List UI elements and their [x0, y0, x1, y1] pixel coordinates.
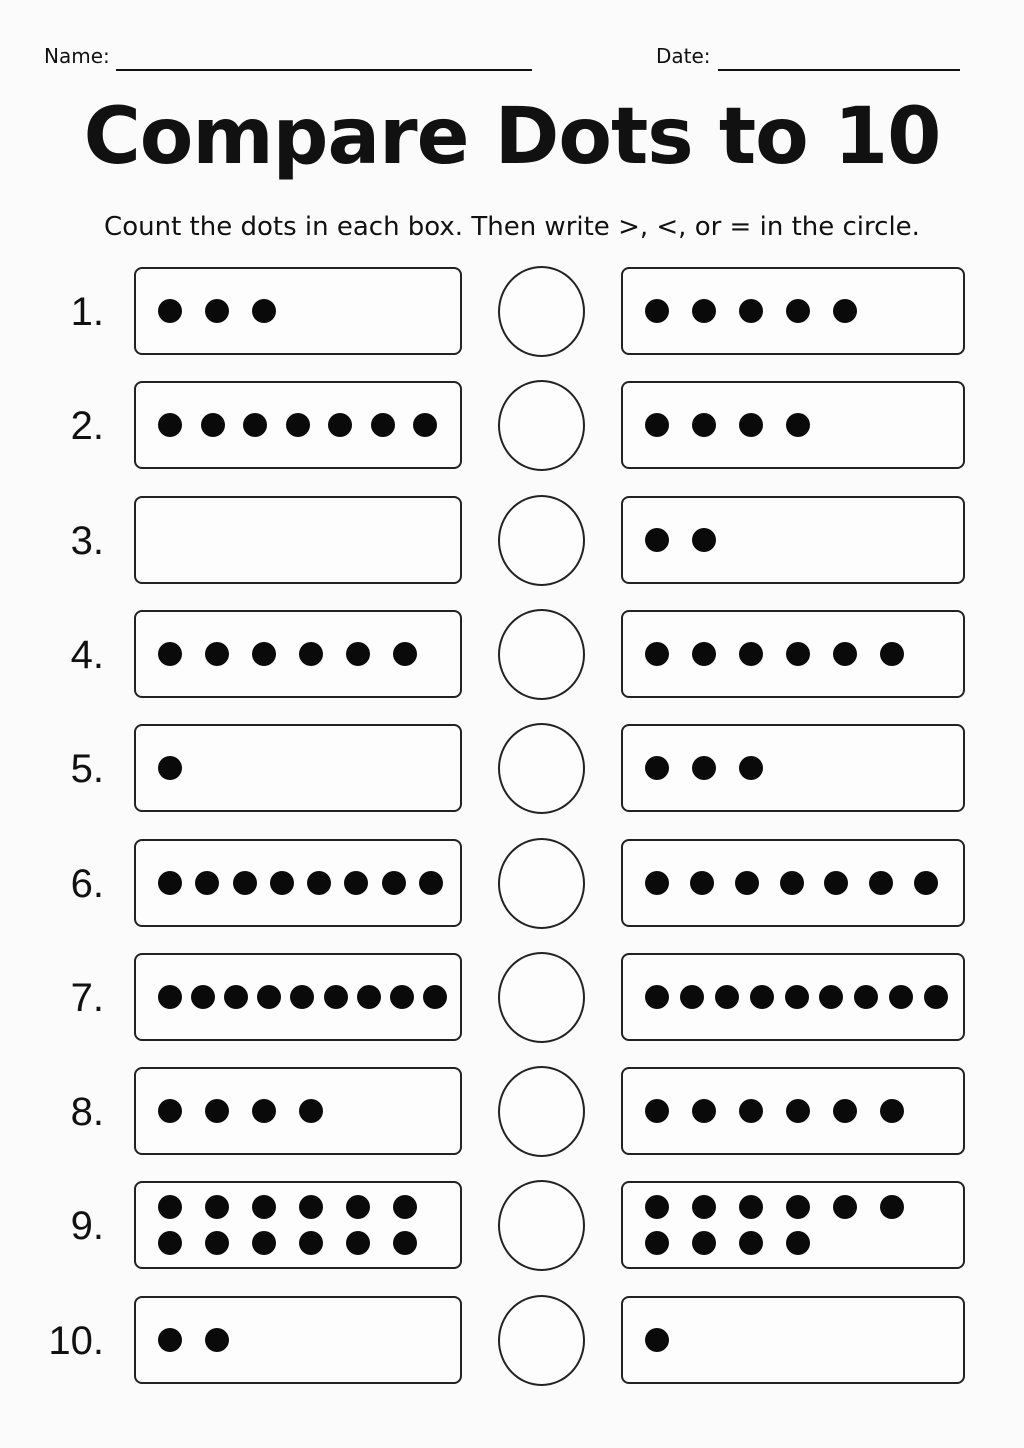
dot — [371, 413, 395, 437]
dot — [423, 985, 447, 1009]
dot — [205, 299, 229, 323]
dot — [645, 756, 669, 780]
problem-number: 4. — [70, 632, 104, 677]
problem-row — [0, 609, 1024, 701]
problem-number: 8. — [70, 1090, 104, 1135]
dot — [692, 1231, 716, 1255]
problem-row — [0, 495, 1024, 587]
problem-number: 5. — [70, 747, 104, 792]
dot — [158, 1195, 182, 1219]
date-field[interactable] — [656, 44, 711, 68]
problem-row — [0, 952, 1024, 1044]
dot — [233, 871, 257, 895]
dot — [299, 642, 323, 666]
dot — [252, 299, 276, 323]
dot — [692, 1099, 716, 1123]
dot — [715, 985, 739, 1009]
dot — [690, 871, 714, 895]
right-dot-box — [621, 610, 965, 698]
dot — [645, 1099, 669, 1123]
left-dot-box — [134, 1067, 462, 1155]
dot — [739, 642, 763, 666]
problem-row — [0, 266, 1024, 358]
problem-row — [0, 1295, 1024, 1387]
instructions: Count the dots in each box. Then write >, <, or = in the circle. — [104, 212, 920, 242]
dot — [786, 1231, 810, 1255]
problem-number: 3. — [70, 518, 104, 563]
dot — [158, 1328, 182, 1352]
dot — [419, 871, 443, 895]
dot — [739, 1231, 763, 1255]
dot — [786, 299, 810, 323]
dot — [413, 413, 437, 437]
dot — [924, 985, 948, 1009]
dot — [307, 871, 331, 895]
dot — [645, 985, 669, 1009]
dot — [739, 1195, 763, 1219]
answer-circle[interactable] — [498, 609, 585, 700]
problem-row — [0, 838, 1024, 930]
dot — [357, 985, 381, 1009]
answer-circle[interactable] — [498, 723, 585, 814]
dot — [201, 413, 225, 437]
dot — [158, 756, 182, 780]
dot — [680, 985, 704, 1009]
dot — [692, 528, 716, 552]
dot — [819, 985, 843, 1009]
dot — [158, 642, 182, 666]
dot — [252, 1231, 276, 1255]
dot — [346, 642, 370, 666]
left-dot-box — [134, 724, 462, 812]
dot — [785, 985, 809, 1009]
dot — [191, 985, 215, 1009]
answer-circle[interactable] — [498, 1180, 585, 1271]
dot — [833, 1099, 857, 1123]
dot — [158, 871, 182, 895]
right-dot-box — [621, 496, 965, 584]
dot — [270, 871, 294, 895]
dot — [780, 871, 804, 895]
name-label: Name: — [44, 44, 110, 68]
dot — [393, 1231, 417, 1255]
dot — [692, 413, 716, 437]
dot — [224, 985, 248, 1009]
dot — [645, 642, 669, 666]
problem-number: 9. — [70, 1204, 104, 1249]
dot — [158, 1099, 182, 1123]
left-dot-box — [134, 953, 462, 1041]
dot — [869, 871, 893, 895]
dot — [735, 871, 759, 895]
dot — [393, 1195, 417, 1219]
dot — [786, 1099, 810, 1123]
dot — [299, 1099, 323, 1123]
dot — [645, 413, 669, 437]
left-dot-box — [134, 1296, 462, 1384]
dot — [739, 756, 763, 780]
left-dot-box — [134, 610, 462, 698]
dot — [393, 642, 417, 666]
dot — [880, 642, 904, 666]
right-dot-box — [621, 1296, 965, 1384]
dot — [290, 985, 314, 1009]
dot — [786, 642, 810, 666]
date-line[interactable] — [718, 69, 960, 71]
left-dot-box — [134, 1181, 462, 1269]
dot — [645, 1195, 669, 1219]
problem-number: 7. — [70, 975, 104, 1020]
dot — [739, 413, 763, 437]
answer-circle[interactable] — [498, 1295, 585, 1386]
dot — [346, 1195, 370, 1219]
dot — [344, 871, 368, 895]
problem-row — [0, 380, 1024, 472]
problem-number: 10. — [48, 1318, 104, 1363]
dot — [880, 1099, 904, 1123]
dot — [252, 1195, 276, 1219]
dot — [158, 985, 182, 1009]
worksheet-header — [44, 44, 960, 76]
dot — [914, 871, 938, 895]
right-dot-box — [621, 724, 965, 812]
left-dot-box — [134, 267, 462, 355]
right-dot-box — [621, 953, 965, 1041]
dot — [346, 1231, 370, 1255]
dot — [739, 299, 763, 323]
dot — [205, 1195, 229, 1219]
dot — [205, 1099, 229, 1123]
problem-row — [0, 1180, 1024, 1272]
dot — [195, 871, 219, 895]
dot — [299, 1195, 323, 1219]
dot — [889, 985, 913, 1009]
dot — [833, 1195, 857, 1219]
problem-number: 2. — [70, 404, 104, 449]
dot — [645, 299, 669, 323]
dot — [692, 642, 716, 666]
name-field[interactable] — [44, 44, 110, 68]
dot — [324, 985, 348, 1009]
dot — [243, 413, 267, 437]
answer-circle[interactable] — [498, 266, 585, 357]
dot — [750, 985, 774, 1009]
dot — [205, 1231, 229, 1255]
problem-number: 1. — [70, 290, 104, 334]
dot — [390, 985, 414, 1009]
dot — [645, 528, 669, 552]
dot — [286, 413, 310, 437]
dot — [786, 413, 810, 437]
dot — [824, 871, 848, 895]
dot — [158, 413, 182, 437]
dot — [645, 871, 669, 895]
answer-circle[interactable] — [498, 380, 585, 471]
dot — [692, 756, 716, 780]
right-dot-box — [621, 1067, 965, 1155]
right-dot-box — [621, 1181, 965, 1269]
date-label: Date: — [656, 44, 711, 68]
right-dot-box — [621, 839, 965, 927]
dot — [692, 1195, 716, 1219]
problem-row — [0, 1066, 1024, 1158]
answer-circle[interactable] — [498, 838, 585, 929]
dot — [739, 1099, 763, 1123]
dot — [158, 1231, 182, 1255]
page-title: Compare Dots to 10 — [83, 92, 941, 182]
left-dot-box — [134, 496, 462, 584]
dot — [252, 1099, 276, 1123]
dot — [645, 1231, 669, 1255]
answer-circle[interactable] — [498, 1066, 585, 1157]
dot — [299, 1231, 323, 1255]
dot — [833, 299, 857, 323]
dot — [205, 642, 229, 666]
right-dot-box — [621, 381, 965, 469]
problem-row — [0, 723, 1024, 815]
dot — [645, 1328, 669, 1352]
dot — [252, 642, 276, 666]
answer-circle[interactable] — [498, 495, 585, 586]
dot — [382, 871, 406, 895]
right-dot-box — [621, 267, 965, 355]
dot — [158, 299, 182, 323]
problem-number: 6. — [70, 861, 104, 906]
dot — [880, 1195, 904, 1219]
dot — [328, 413, 352, 437]
dot — [786, 1195, 810, 1219]
name-line[interactable] — [116, 69, 532, 71]
dot — [833, 642, 857, 666]
dot — [854, 985, 878, 1009]
dot — [257, 985, 281, 1009]
dot — [692, 299, 716, 323]
left-dot-box — [134, 381, 462, 469]
answer-circle[interactable] — [498, 952, 585, 1043]
left-dot-box — [134, 839, 462, 927]
dot — [205, 1328, 229, 1352]
